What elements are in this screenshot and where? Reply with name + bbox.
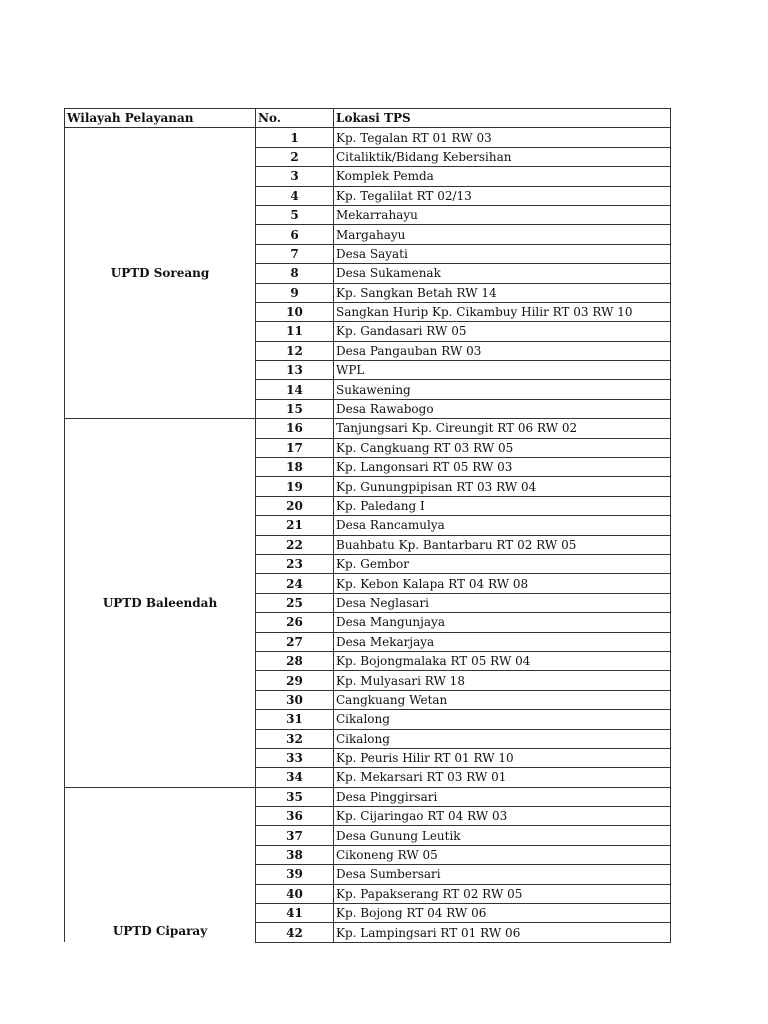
tps-location: Desa Mangunjaya — [334, 613, 671, 632]
tps-location: Kp. Bojong RT 04 RW 06 — [334, 904, 671, 923]
table-row — [65, 419, 671, 438]
tps-location: Kp. Bojongmalaka RT 05 RW 04 — [334, 651, 671, 670]
tps-table-body — [65, 109, 671, 943]
region-cell: UPTD Ciparay — [65, 787, 256, 942]
row-number: 36 — [256, 807, 334, 826]
tps-location: Kp. Cangkuang RT 03 RW 05 — [334, 438, 671, 457]
row-number: 3 — [256, 167, 334, 186]
row-number: 29 — [256, 671, 334, 690]
row-number: 9 — [256, 283, 334, 302]
tps-location: Sukawening — [334, 380, 671, 399]
row-number: 4 — [256, 186, 334, 205]
tps-location: Sangkan Hurip Kp. Cikambuy Hilir RT 03 RW 10 — [334, 302, 671, 321]
tps-location: Cikalong — [334, 729, 671, 748]
tps-location: Kp. Mulyasari RW 18 — [334, 671, 671, 690]
row-number: 38 — [256, 845, 334, 864]
row-number: 32 — [256, 729, 334, 748]
tps-location: Kp. Tegalan RT 01 RW 03 — [334, 128, 671, 147]
row-number: 14 — [256, 380, 334, 399]
tps-location: Mekarrahayu — [334, 205, 671, 224]
row-number: 12 — [256, 341, 334, 360]
row-number: 37 — [256, 826, 334, 845]
row-number: 5 — [256, 205, 334, 224]
row-number: 24 — [256, 574, 334, 593]
header-region: Wilayah Pelayanan — [65, 109, 256, 128]
header-no: No. — [256, 109, 334, 128]
row-number: 11 — [256, 322, 334, 341]
row-number: 16 — [256, 419, 334, 438]
tps-location: Kp. Mekarsari RT 03 RW 01 — [334, 768, 671, 787]
tps-location: Desa Gunung Leutik — [334, 826, 671, 845]
tps-location: Desa Mekarjaya — [334, 632, 671, 651]
tps-location: Cikoneng RW 05 — [334, 845, 671, 864]
row-number: 35 — [256, 787, 334, 806]
tps-location: Kp. Gunungpipisan RT 03 RW 04 — [334, 477, 671, 496]
row-number: 22 — [256, 535, 334, 554]
row-number: 42 — [256, 923, 334, 942]
tps-location: Kp. Paledang I — [334, 496, 671, 515]
tps-location: Buahbatu Kp. Bantarbaru RT 02 RW 05 — [334, 535, 671, 554]
tps-location: Desa Rawabogo — [334, 399, 671, 418]
row-number: 13 — [256, 361, 334, 380]
row-number: 40 — [256, 884, 334, 903]
tps-location: Desa Pinggirsari — [334, 787, 671, 806]
tps-location: Desa Rancamulya — [334, 516, 671, 535]
row-number: 17 — [256, 438, 334, 457]
tps-location: Komplek Pemda — [334, 167, 671, 186]
row-number: 8 — [256, 264, 334, 283]
row-number: 21 — [256, 516, 334, 535]
row-number: 20 — [256, 496, 334, 515]
table-row — [65, 128, 671, 147]
row-number: 33 — [256, 748, 334, 767]
tps-location: Kp. Cijaringao RT 04 RW 03 — [334, 807, 671, 826]
tps-location: Desa Sumbersari — [334, 865, 671, 884]
tps-location: Kp. Kebon Kalapa RT 04 RW 08 — [334, 574, 671, 593]
tps-location: Margahayu — [334, 225, 671, 244]
tps-location: Kp. Sangkan Betah RW 14 — [334, 283, 671, 302]
tps-location: Desa Pangauban RW 03 — [334, 341, 671, 360]
tps-location: WPL — [334, 361, 671, 380]
row-number: 39 — [256, 865, 334, 884]
row-number: 1 — [256, 128, 334, 147]
row-number: 19 — [256, 477, 334, 496]
tps-location: Kp. Lampingsari RT 01 RW 06 — [334, 923, 671, 942]
tps-location: Kp. Tegalilat RT 02/13 — [334, 186, 671, 205]
row-number: 25 — [256, 593, 334, 612]
region-cell: UPTD Baleendah — [65, 419, 256, 787]
tps-table — [64, 108, 671, 943]
tps-location: Citaliktik/Bidang Kebersihan — [334, 147, 671, 166]
tps-location: Desa Sayati — [334, 244, 671, 263]
row-number: 31 — [256, 710, 334, 729]
tps-location: Desa Neglasari — [334, 593, 671, 612]
tps-location: Kp. Papakserang RT 02 RW 05 — [334, 884, 671, 903]
row-number: 7 — [256, 244, 334, 263]
tps-location: Kp. Langonsari RT 05 RW 03 — [334, 458, 671, 477]
tps-location: Kp. Gandasari RW 05 — [334, 322, 671, 341]
row-number: 41 — [256, 904, 334, 923]
header-row — [65, 109, 671, 128]
row-number: 27 — [256, 632, 334, 651]
row-number: 28 — [256, 651, 334, 670]
row-number: 34 — [256, 768, 334, 787]
region-cell: UPTD Soreang — [65, 128, 256, 419]
table-row — [65, 787, 671, 806]
row-number: 15 — [256, 399, 334, 418]
tps-location: Cikalong — [334, 710, 671, 729]
tps-location: Tanjungsari Kp. Cireungit RT 06 RW 02 — [334, 419, 671, 438]
row-number: 18 — [256, 458, 334, 477]
row-number: 6 — [256, 225, 334, 244]
tps-location: Kp. Peuris Hilir RT 01 RW 10 — [334, 748, 671, 767]
tps-location: Kp. Gembor — [334, 554, 671, 573]
header-location: Lokasi TPS — [334, 109, 671, 128]
row-number: 30 — [256, 690, 334, 709]
tps-location: Desa Sukamenak — [334, 264, 671, 283]
row-number: 10 — [256, 302, 334, 321]
row-number: 2 — [256, 147, 334, 166]
tps-location: Cangkuang Wetan — [334, 690, 671, 709]
row-number: 23 — [256, 554, 334, 573]
row-number: 26 — [256, 613, 334, 632]
